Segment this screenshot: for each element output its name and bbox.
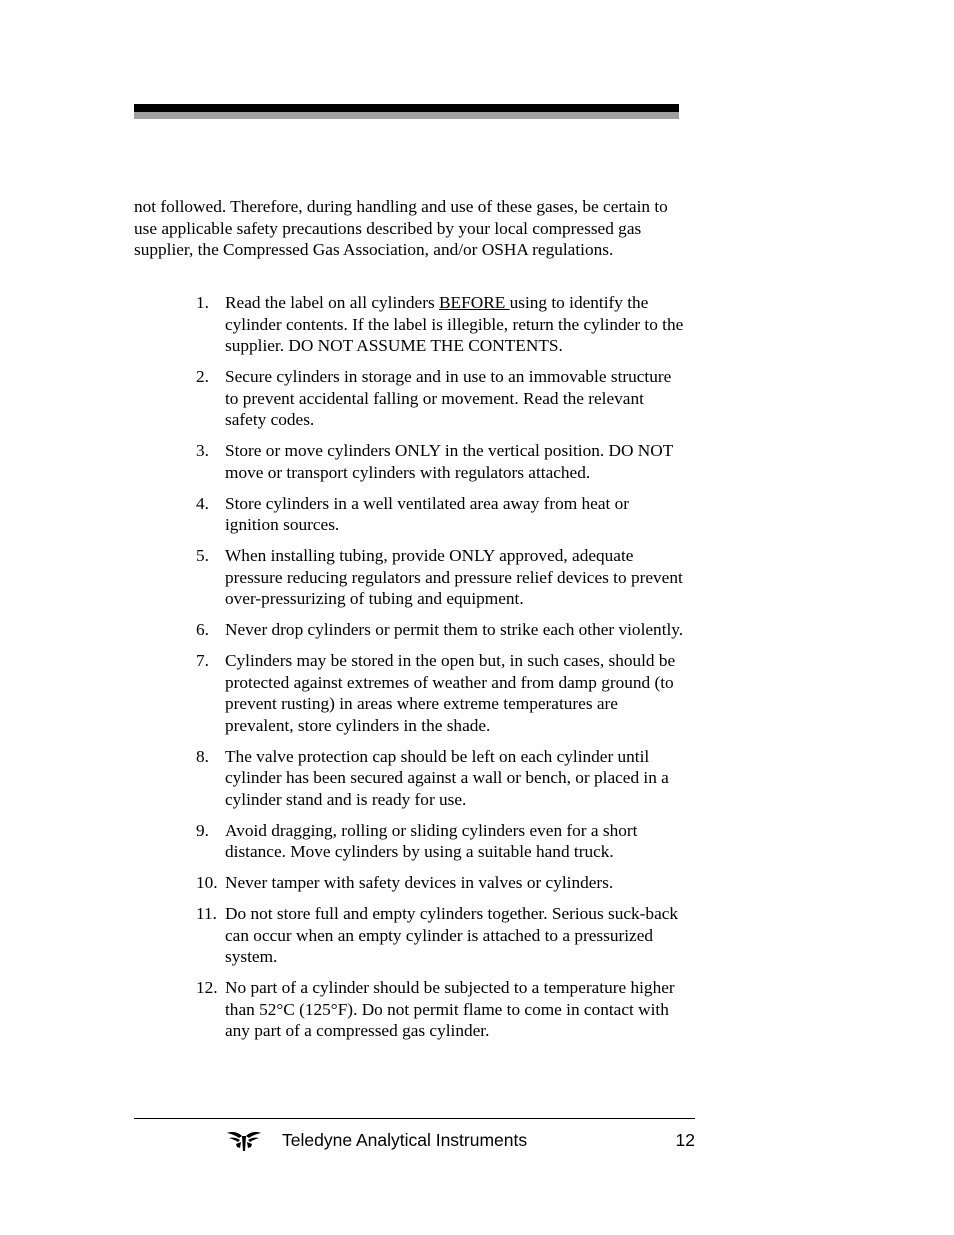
list-item-text: Do not store full and empty cylinders together. Serious suck-back can occur when an empty cylinder is attached to a pressurized system.: [225, 904, 679, 966]
list-item-number: 6.: [196, 620, 209, 639]
list-item-text: Cylinders may be stored in the open but, in such cases, should be protected against extremes of weather and from damp ground (to prevent rusting) in areas where extreme temperatures are prevalent, store cylinders in the shade.: [225, 651, 676, 735]
list-item-text: Read the label on all cylinders BEFORE using to identify the cylinder contents. If the label is illegible, return the cylinder to the supplier. DO NOT ASSUME THE CONTENTS.: [225, 293, 684, 355]
list-item-number: 10.: [196, 873, 218, 892]
list-item: [196, 292, 686, 357]
list-item-number: 3.: [196, 441, 209, 460]
list-item-text: Store cylinders in a well ventilated area away from heat or ignition sources.: [225, 493, 630, 534]
footer-rule: [134, 1118, 695, 1119]
list-item-text: When installing tubing, provide ONLY approved, adequate pressure reducing regulators and pressure relief devices to prevent over-pressurizing of tubing and equipment.: [225, 546, 683, 608]
intro-paragraph: not followed. Therefore, during handling and use of these gases, be certain to use applicable safety precautions described by your local compressed gas supplier, the Compressed Gas Association, and/or OSHA regulations.: [134, 197, 668, 259]
list-item-number: 2.: [196, 367, 209, 386]
list-item: [196, 977, 686, 1042]
footer-company-name: Teledyne Analytical Instruments: [282, 1130, 528, 1150]
page-number: 12: [675, 1130, 695, 1150]
list-item-number: 1.: [196, 293, 209, 312]
list-item-number: 7.: [196, 651, 209, 670]
list-item-number: 12.: [196, 978, 218, 997]
list-item-text: Never tamper with safety devices in valves or cylinders.: [225, 873, 614, 892]
list-item-text: Secure cylinders in storage and in use to an immovable structure to prevent accidental falling or movement. Read the relevant safety codes.: [225, 367, 672, 429]
list-item-number: 4.: [196, 493, 209, 513]
list-item: [196, 619, 686, 641]
list-item: [196, 493, 686, 536]
header-rule-black: [134, 104, 679, 112]
list-item-text: Avoid dragging, rolling or sliding cylinders even for a short distance. Move cylinders by using a suitable hand truck.: [225, 820, 638, 861]
list-item: [196, 366, 686, 431]
teledyne-logo-icon: [226, 1130, 262, 1152]
list-item-text: Store or move cylinders ONLY in the vertical position. DO NOT move or transport cylinders with regulators attached.: [225, 441, 673, 482]
list-item: [196, 820, 686, 863]
list-item: [196, 903, 686, 968]
list-item-number: 9.: [196, 820, 209, 840]
safety-precautions-list: [196, 292, 686, 1051]
list-item: [196, 746, 686, 811]
list-item-text: Never drop cylinders or permit them to strike each other violently.: [225, 620, 684, 639]
list-item: [196, 440, 686, 483]
header-rule-gray: [134, 112, 679, 119]
list-item-text: The valve protection cap should be left on each cylinder until cylinder has been secured against a wall or bench, or placed in a cylinder stand and is ready for use.: [225, 746, 669, 809]
underlined-emphasis: BEFORE: [439, 293, 510, 312]
list-item-number: 5.: [196, 546, 209, 565]
list-item: [196, 650, 686, 736]
list-item-number: 8.: [196, 746, 209, 766]
list-item: [196, 545, 686, 610]
list-item-number: 11.: [196, 904, 217, 923]
list-item-text: No part of a cylinder should be subjected to a temperature higher than 52°C (125°F). Do not permit flame to come in contact with any part of a compressed gas cylinder.: [225, 978, 675, 1040]
list-item: [196, 872, 686, 894]
